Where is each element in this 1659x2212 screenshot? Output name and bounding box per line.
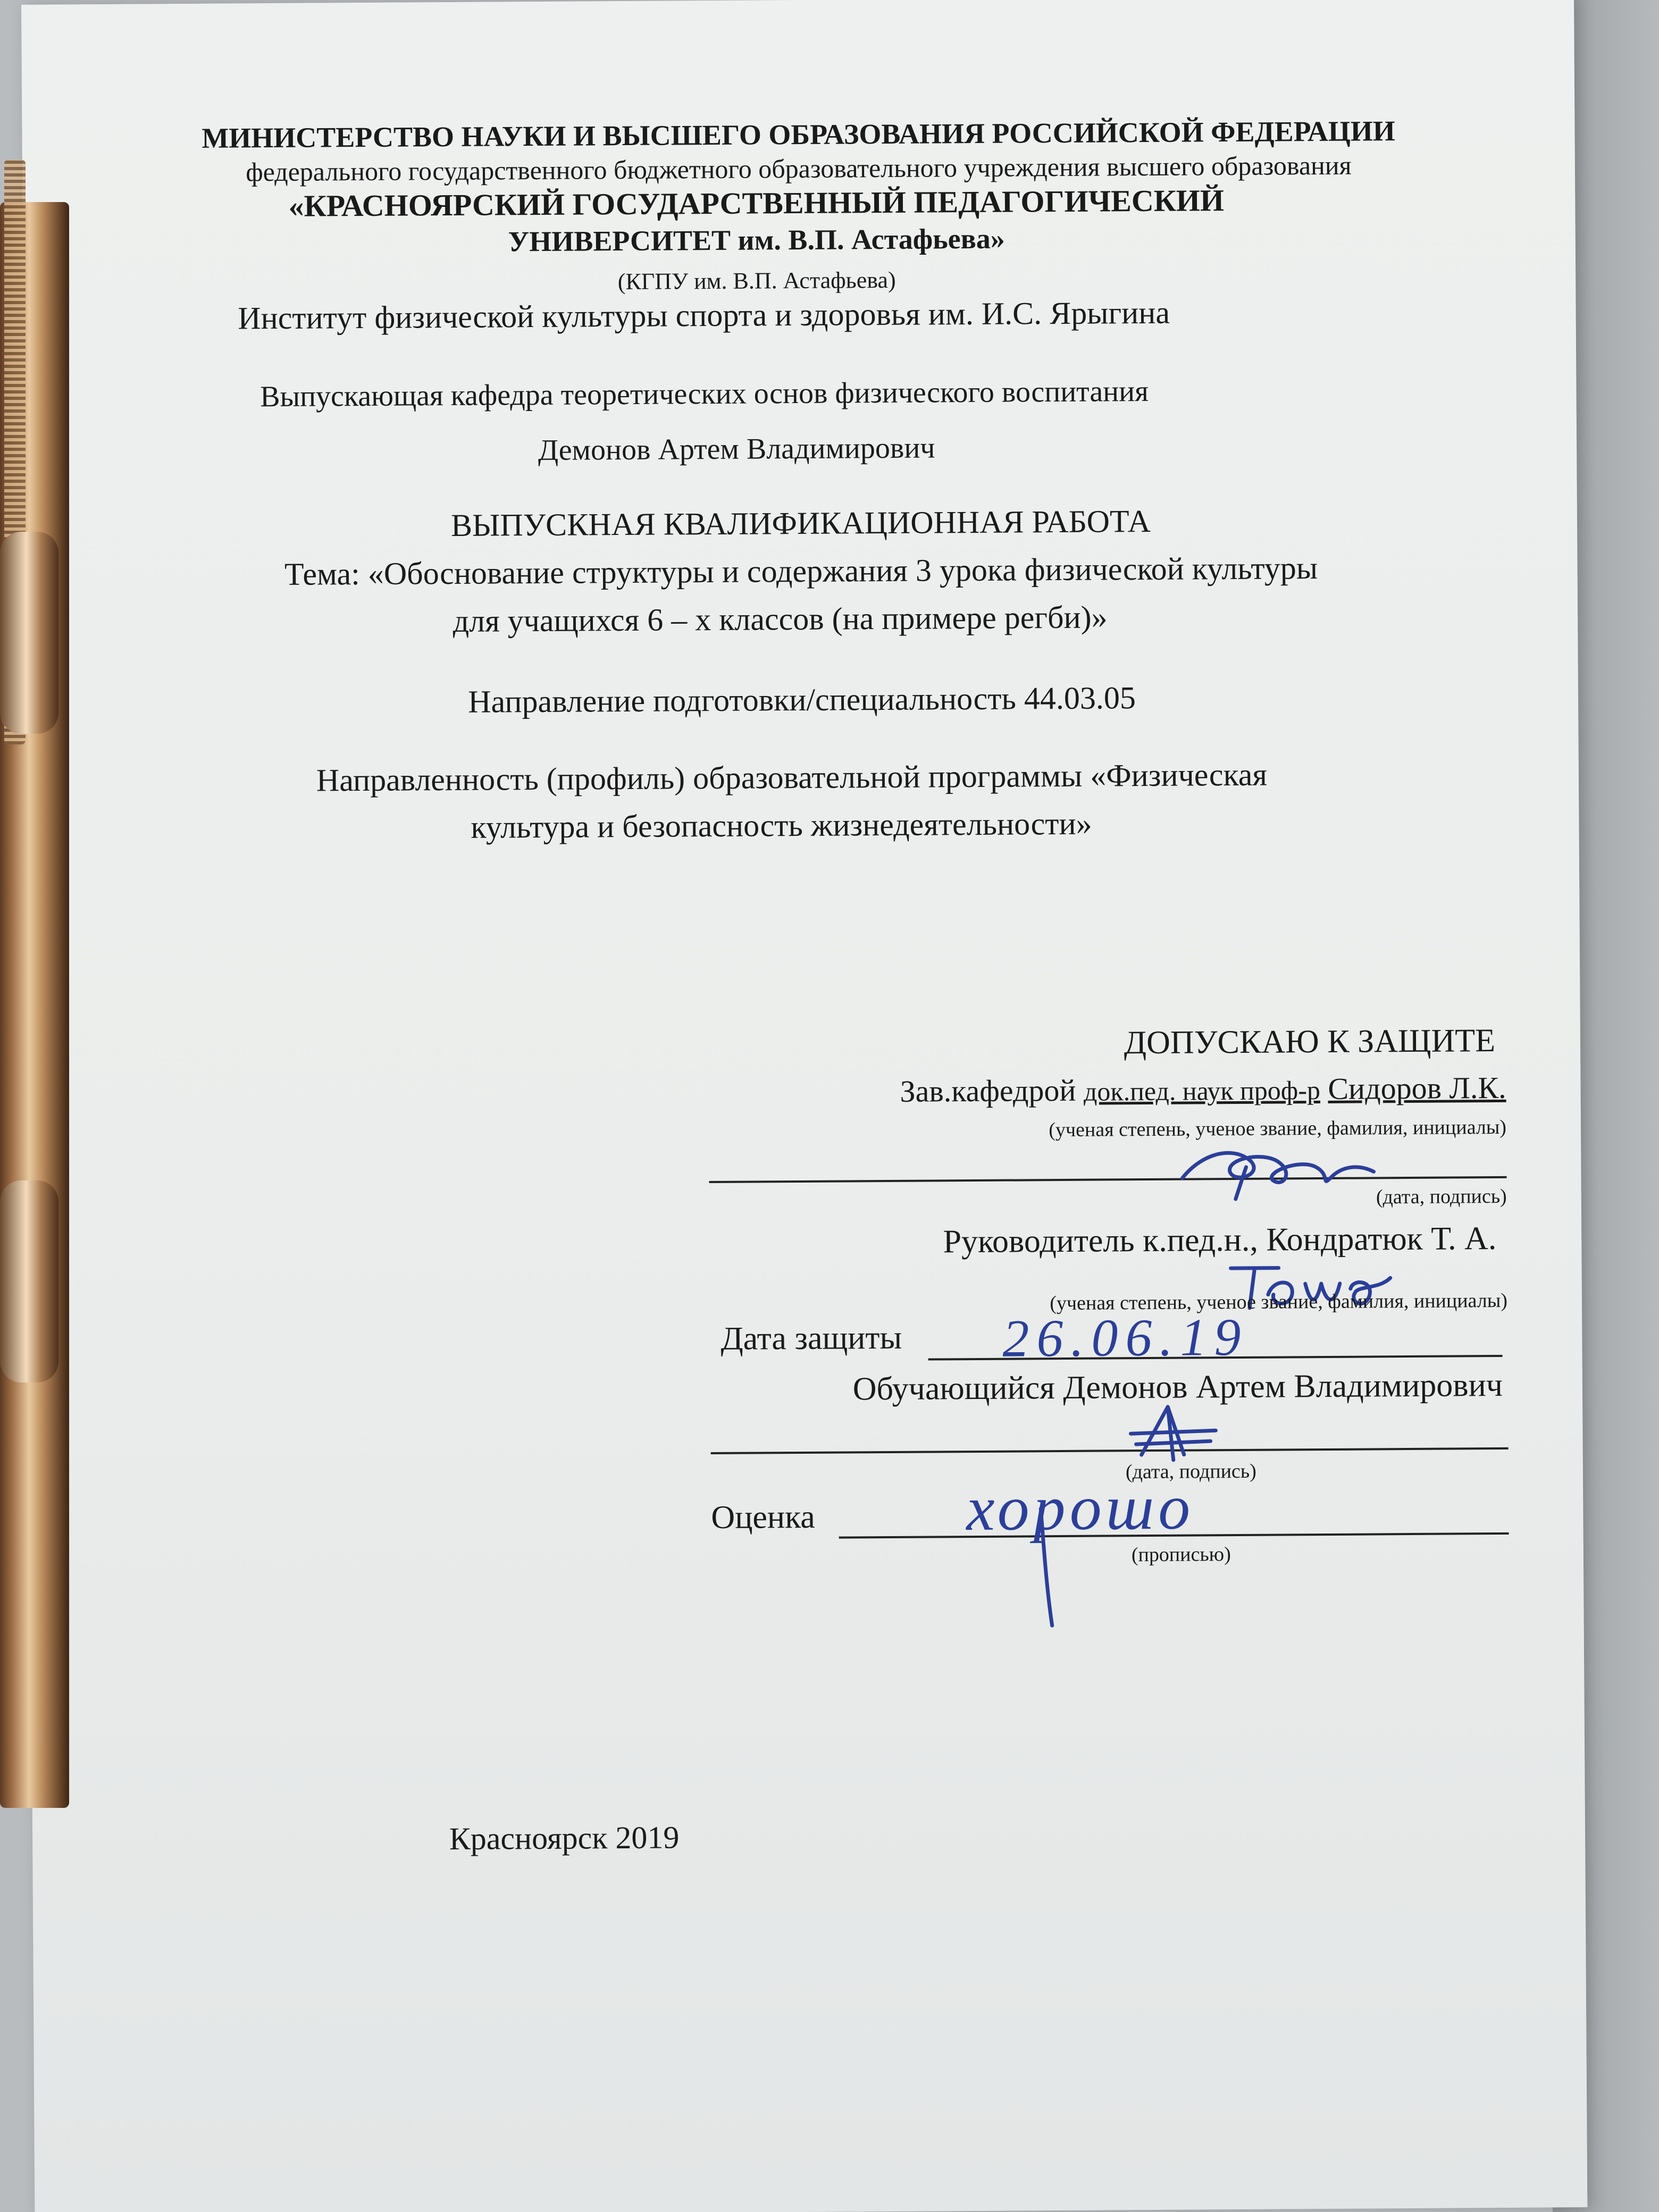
- profile-line1: Направленность (профиль) образовательной программы «Физическая: [316, 757, 1268, 798]
- binder-ring-top: [0, 532, 58, 734]
- city-year: Красноярск 2019: [449, 1820, 680, 1857]
- date-signature-caption-1: (дата, подпись): [1376, 1185, 1507, 1209]
- profile-line2: культура и безопасность жизнедеятельности»: [471, 806, 1092, 845]
- direction-line: Направление подготовки/специальность 44.03.05: [468, 680, 1136, 719]
- head-name: Сидоров Л.К.: [1328, 1070, 1506, 1106]
- grade-caption: (прописью): [1131, 1543, 1231, 1566]
- head-signature: [1171, 1129, 1395, 1205]
- approval-heading: ДОПУСКАЮ К ЗАЩИТЕ: [1124, 1023, 1496, 1061]
- title-page: [21, 0, 1587, 2212]
- department-line: Выпускающая кафедра теоретических основ физического воспитания: [259, 374, 1149, 414]
- head-prefix: Зав.кафедрой: [900, 1073, 1076, 1109]
- head-degree: док.пед. наук проф-р: [1083, 1075, 1321, 1107]
- author-line: Демонов Артем Владимирович: [538, 431, 935, 467]
- supervisor-caption: (ученая степень, ученое звание, фамилия, инициалы): [1050, 1289, 1508, 1315]
- university-abbreviation: (КГПУ им. В.П. Астафьева): [617, 266, 896, 295]
- ministry-line: МИНИСТЕРСТВО НАУКИ И ВЫСШЕГО ОБРАЗОВАНИЯ РОССИЙСКОЙ ФЕДЕРАЦИИ: [202, 115, 1395, 154]
- defense-date-label: Дата защиты: [720, 1319, 902, 1357]
- grade-label: Оценка: [711, 1498, 815, 1536]
- student-signature: [1120, 1401, 1227, 1465]
- date-signature-caption-2: (дата, подпись): [1125, 1460, 1256, 1484]
- supervisor-line: Руководитель к.пед.н., Кондратюк Т. А.: [943, 1220, 1497, 1260]
- binder-ring-bottom: [0, 1180, 58, 1382]
- university-name-line1: «КРАСНОЯРСКИЙ ГОСУДАРСТВЕННЫЙ ПЕДАГОГИЧЕСКИЙ: [288, 183, 1225, 223]
- topic-line2: для учащихся 6 – х классов (на примере регби)»: [453, 599, 1108, 639]
- institute-line: Институт физической культуры спорта и здоровья им. И.С. Ярыгина: [238, 295, 1170, 336]
- grade-value[interactable]: хорошо: [966, 1471, 1195, 1544]
- topic-line1: Тема: «Обоснование структуры и содержания 3 урока физической культуры: [284, 550, 1318, 592]
- institution-type-line: федерального государственного бюджетного образовательного учреждения высшего образования: [246, 150, 1352, 187]
- student-line: Обучающийся Демонов Артем Владимирович: [852, 1367, 1503, 1407]
- student-signature-line: [711, 1447, 1509, 1454]
- university-name-line2: УНИВЕРСИТЕТ им. В.П. Астафьева»: [508, 222, 1005, 258]
- head-caption: (ученая степень, ученое звание, фамилия, инициалы): [1049, 1116, 1507, 1142]
- work-type: ВЫПУСКНАЯ КВАЛИФИКАЦИОННАЯ РАБОТА: [450, 503, 1151, 543]
- defense-date-value[interactable]: 26.06.19: [1002, 1307, 1249, 1368]
- grade-tail-stroke: [1030, 1503, 1073, 1631]
- head-of-department-line: [900, 1070, 1506, 1109]
